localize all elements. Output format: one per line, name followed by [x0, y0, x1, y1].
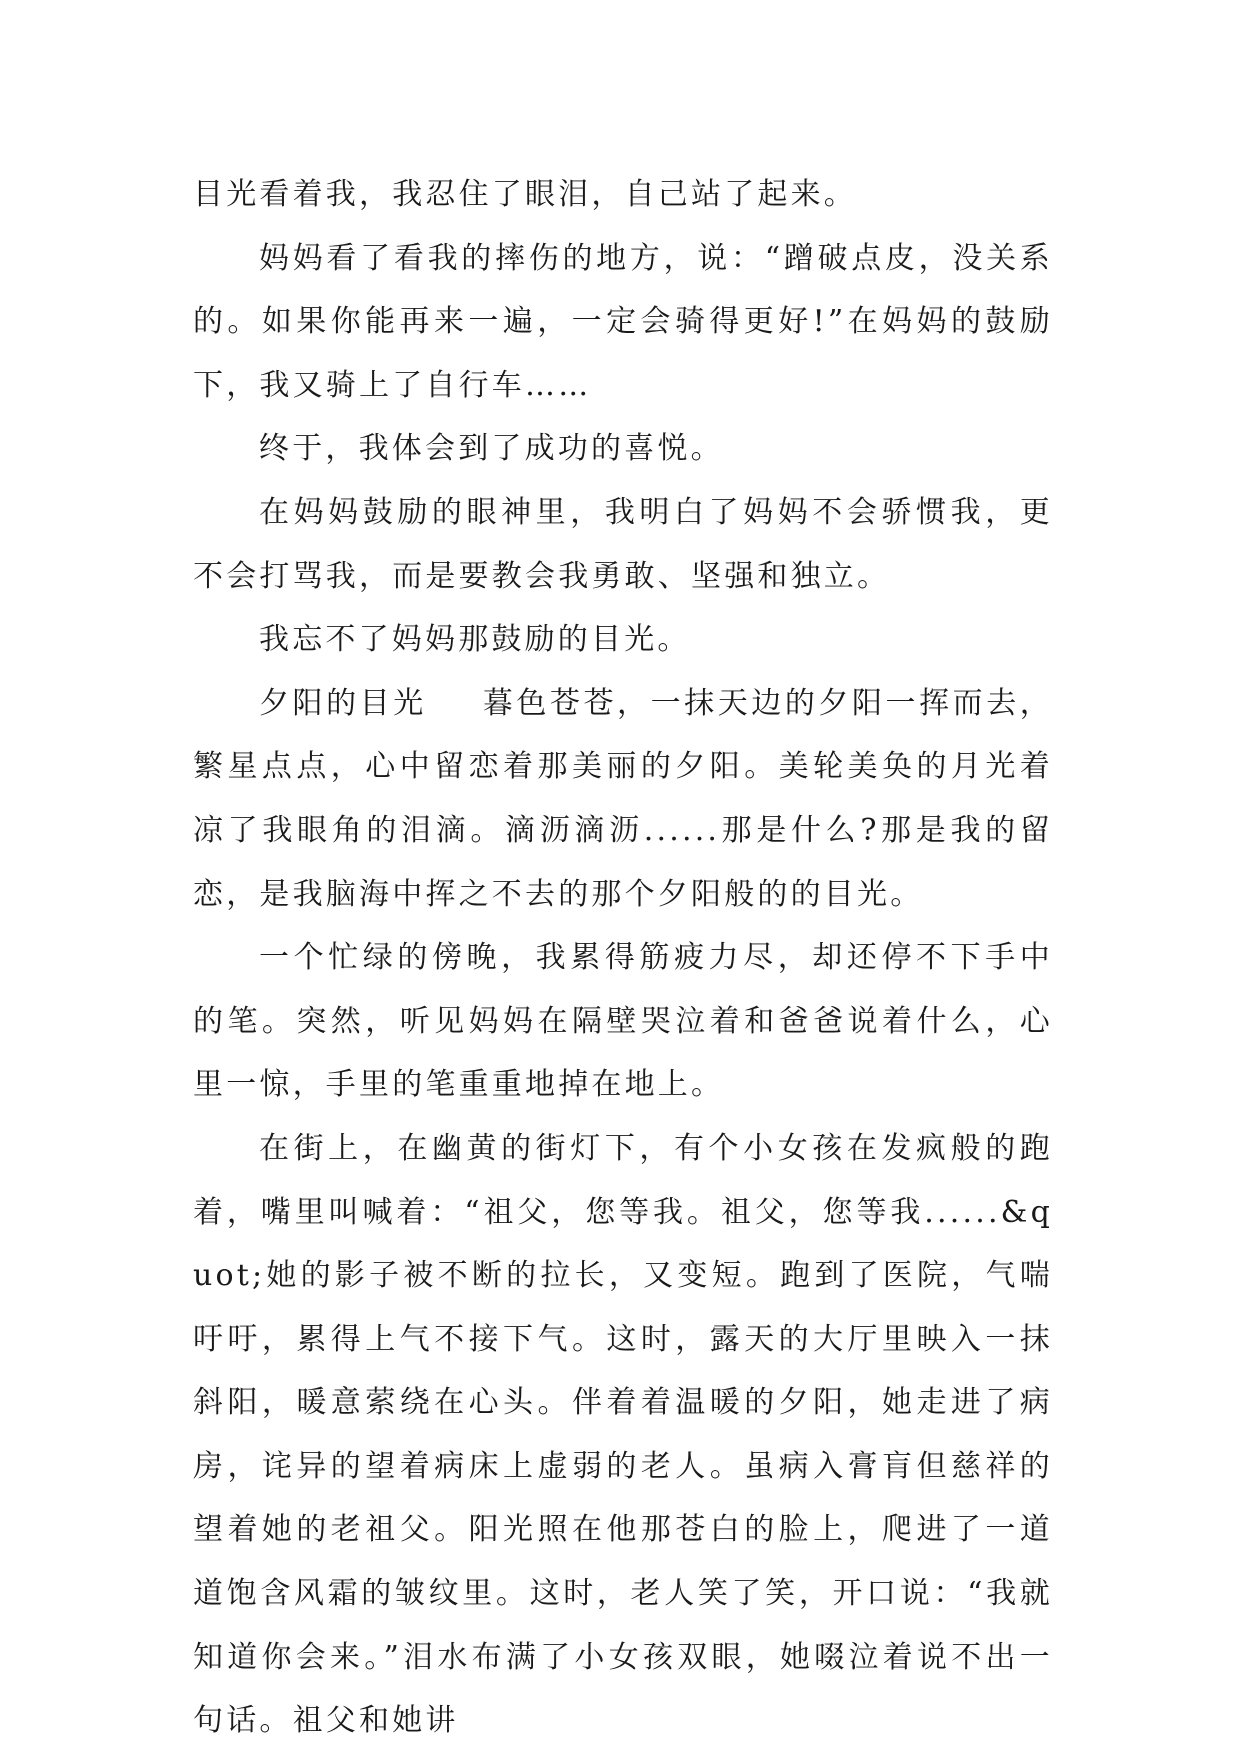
paragraph: 我忘不了妈妈那鼓励的目光。 — [259, 622, 691, 658]
paragraph: 终于，我体会到了成功的喜悦。 — [259, 431, 724, 467]
body-text — [193, 163, 1053, 1753]
paragraph: 妈妈看了看我的摔伤的地方，说：“蹭破点皮，没关系的。如果你能再来一遍，一定会骑得更好!”在妈妈的鼓励下，我又骑上了自行车…… — [193, 240, 1053, 403]
paragraph-with-title — [193, 672, 1053, 926]
paragraph-text: 暮色苍苍，一抹天边的夕阳一挥而去，繁星点点，心中留恋着那美丽的夕阳。美轮美奂的月光着凉了我眼角的泪滴。滴沥滴沥......那是什么?那是我的留恋，是我脑海中挥之不去的那个夕阳般的的目光。 — [193, 685, 1053, 912]
paragraph: 在街上，在幽黄的街灯下，有个小女孩在发疯般的跑着，嘴里叫喊着：“祖父，您等我。祖父，您等我......&quot;她的影子被不断的拉长，又变短。跑到了医院，气喘吁吁，累得上气不接下气。这时，露天的大厅里映入一抹斜阳，暖意萦绕在心头。伴着着温暖的夕阳，她走进了病房，诧异的望着病床上虚弱的老人。虽病入膏肓但慈祥的望着她的老祖父。阳光照在他那苍白的脸上，爬进了一道道饱含风霜的皱纹里。这时，老人笑了笑，开口说：“我就知道你会来。”泪水布满了小女孩双眼，她啜泣着说不出一句话。祖父和她讲 — [193, 1130, 1053, 1739]
paragraph: 目光看着我，我忍住了眼泪，自己站了起来。 — [193, 177, 857, 212]
essay-title: 夕阳的目光 — [259, 685, 427, 721]
paragraph: 一个忙绿的傍晚，我累得筋疲力尽，却还停不下手中的笔。突然，听见妈妈在隔壁哭泣着和爸爸说着什么，心里一惊，手里的笔重重地掉在地上。 — [193, 940, 1053, 1103]
paragraph: 在妈妈鼓励的眼神里，我明白了妈妈不会骄惯我，更不会打骂我，而是要教会我勇敢、坚强和独立。 — [193, 494, 1053, 594]
